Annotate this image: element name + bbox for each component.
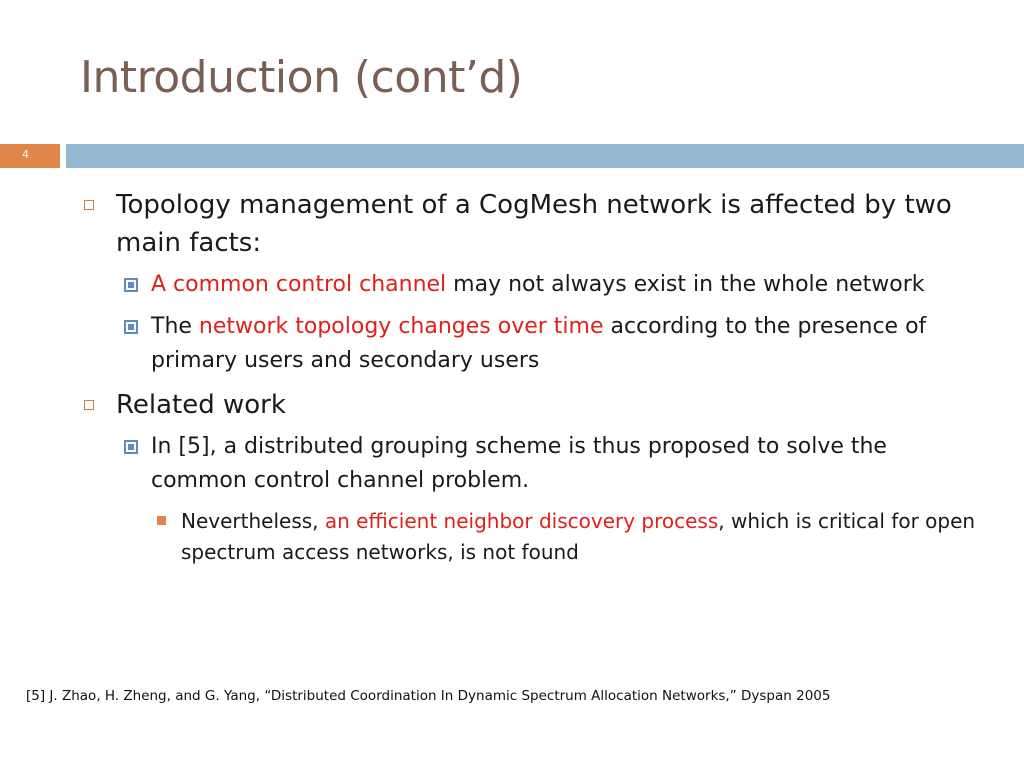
bullet-text: In [5], a distributed grouping scheme is thus proposed to solve the common control channel problem. xyxy=(151,434,887,493)
highlight-text: an efficient neighbor discovery process xyxy=(324,509,719,533)
reference-footnote: [5] J. Zhao, H. Zheng, and G. Yang, “Distributed Coordination In Dynamic Spectrum Allocation Networks,” Dyspan 2005 xyxy=(26,688,831,704)
bullet-text: Topology management of a CogMesh network is affected by two main facts: xyxy=(116,190,952,258)
sub-bullet-grouping-scheme xyxy=(80,430,980,498)
square-bullet-icon xyxy=(124,278,138,292)
bullet-text: Nevertheless, xyxy=(181,509,325,533)
square-bullet-icon xyxy=(124,440,138,454)
bullet-text: Related work xyxy=(116,390,286,420)
bullet-topology xyxy=(80,186,980,262)
bullet-text: , which is critical for open spectrum access networks, is not found xyxy=(181,509,976,564)
slide-number: 4 xyxy=(0,144,60,168)
header-bar xyxy=(0,144,1024,168)
sub-bullet-topology-changes xyxy=(80,310,980,378)
bullet-text: according to the presence of primary users and secondary users xyxy=(151,314,927,373)
sub-bullet-control-channel xyxy=(80,268,980,302)
slide-title: Introduction (cont’d) xyxy=(80,52,523,103)
square-bullet-icon xyxy=(124,320,138,334)
sub-sub-bullet-neighbor-discovery xyxy=(80,506,980,568)
bullet-related-work xyxy=(80,386,980,424)
hollow-square-bullet-icon xyxy=(84,400,94,410)
bullet-text: The xyxy=(151,314,199,339)
bullet-text: may not always exist in the whole network xyxy=(446,272,925,297)
filled-square-bullet-icon xyxy=(157,516,166,525)
highlight-text: A common control channel xyxy=(151,272,447,297)
highlight-text: network topology changes over time xyxy=(198,314,604,339)
header-accent-bar xyxy=(66,144,1024,168)
slide-content xyxy=(80,186,980,574)
hollow-square-bullet-icon xyxy=(84,200,94,210)
